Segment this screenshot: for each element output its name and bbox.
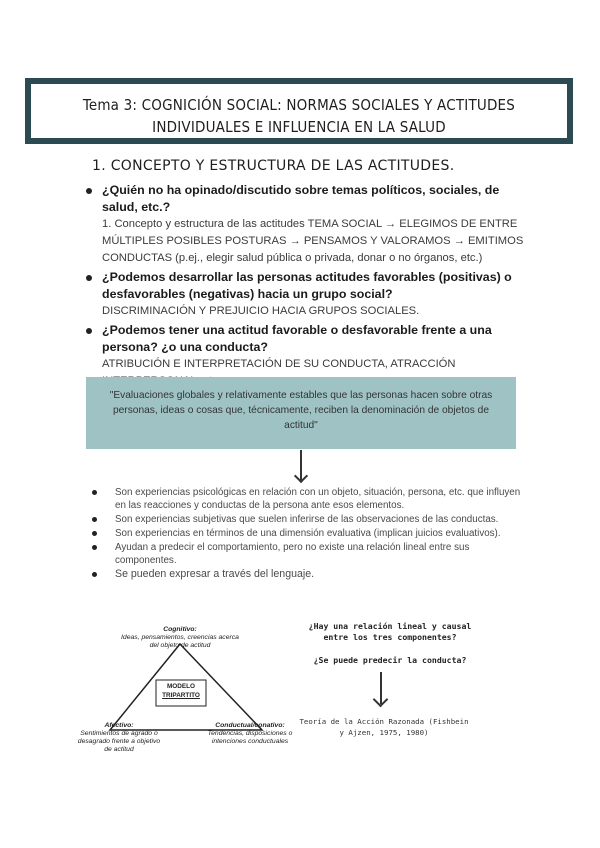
bullet-icon (92, 490, 97, 495)
conductual-desc: Tendencias, disposiciones o intenciones conductuales (207, 730, 293, 745)
question-text: ¿Podemos desarrollar las personas actitudes favorables (positivas) o desfavorables (negativas) hacia un grupo social? (102, 270, 512, 301)
model-center-label (158, 682, 204, 700)
model-label-line1: MODELO (166, 683, 196, 690)
question-text: ¿Podemos tener una actitud favorable o desfavorable frente a una persona? ¿o una conducta? (102, 323, 492, 354)
characteristic-text: Son experiencias subjetivas que suelen inferirse de las observaciones de las conductas. (115, 514, 499, 525)
arrow-down-icon (380, 672, 382, 704)
affective-title: Afectivo: (104, 722, 134, 729)
list-item (90, 541, 530, 567)
question-list (78, 182, 528, 392)
title-box (25, 78, 573, 144)
cognitive-label (116, 626, 244, 650)
tripartite-model-diagram (76, 626, 296, 756)
bullet-icon (92, 572, 97, 577)
cognitive-title: Cognitivo: (163, 626, 197, 633)
bullet-icon (86, 328, 92, 334)
characteristic-text: Son experiencias psicológicas en relación con un objeto, situación, persona, etc. que influyen en las reacciones y conductas de la persona ante esos elementos. (115, 487, 521, 511)
page-title: Tema 3: COGNICIÓN SOCIAL: NORMAS SOCIALES Y ACTITUDES INDIVIDUALES E INFLUENCIA EN LA SALUD (82, 96, 516, 136)
characteristic-text: Se pueden expresar a través del lenguaje. (115, 568, 315, 580)
answer-text: ATRIBUCIÓN E INTERPRETACIÓN DE SU CONDUCTA, ATRACCIÓN (102, 358, 456, 370)
bullet-icon (86, 275, 92, 281)
list-item (90, 513, 530, 526)
bullet-icon (92, 545, 97, 550)
list-item (78, 269, 528, 320)
definition-quote-box (86, 377, 516, 449)
linear-relation-question: ¿Hay una relación lineal y causal entre los tres componentes? (308, 621, 472, 642)
characteristics-list (90, 486, 530, 582)
cognitive-desc: Ideas, pensamientos, creencias acerca del objeto de actitud (121, 634, 239, 649)
list-item (90, 527, 530, 540)
affective-label (76, 722, 162, 754)
question-text: ¿Quién no ha opinado/discutido sobre temas políticos, sociales, de salud, etc.? (102, 183, 500, 214)
answer-text: DISCRIMINACIÓN Y PREJUICIO HACIA GRUPOS SOCIALES. (102, 305, 420, 317)
section-heading: 1. CONCEPTO Y ESTRUCTURA DE LAS ACTITUDES. (92, 158, 455, 174)
reasoned-action-theory: Teoría de la Acción Razonada (Fishbein y Ajzen, 1975, 1980) (299, 717, 469, 737)
affective-desc: Sentimientos de agrado o desagrado frente a objetivo de actitud (77, 730, 161, 753)
bullet-icon (86, 188, 92, 194)
definition-quote: "Evaluaciones globales y relativamente estables que las personas hacen sobre otras personas, ideas o cosas que, técnicamente, reciben la denominación de objetos de actitud" (109, 390, 493, 431)
characteristic-text: Son experiencias en términos de una dimensión evaluativa (implican juicios evaluativos). (115, 528, 501, 539)
bullet-icon (92, 531, 97, 536)
answer-text: 1. Concepto y estructura de las actitudes TEMA SOCIAL → ELEGIMOS DE ENTRE MÚLTIPLES POSIBLES POSTURAS → PENSAMOS Y VALORAMOS → EMITIMOS CONDUCTAS (p.ej., elegir salud pública o privada, donar o no órganos, etc.) (102, 218, 524, 264)
list-item (78, 182, 528, 267)
model-label-line2: TRIPARTITO (162, 692, 200, 699)
characteristic-text: Ayudan a predecir el comportamiento, pero no existe una relación lineal entre sus componentes. (115, 542, 470, 566)
predict-behavior-question: ¿Se puede predecir la conducta? (313, 655, 467, 665)
conductual-title: Conductual/conativo: (215, 722, 285, 729)
conductual-label (204, 722, 296, 746)
list-item (90, 486, 530, 512)
bullet-icon (92, 517, 97, 522)
arrow-down-icon (300, 450, 302, 480)
list-item (90, 568, 530, 581)
